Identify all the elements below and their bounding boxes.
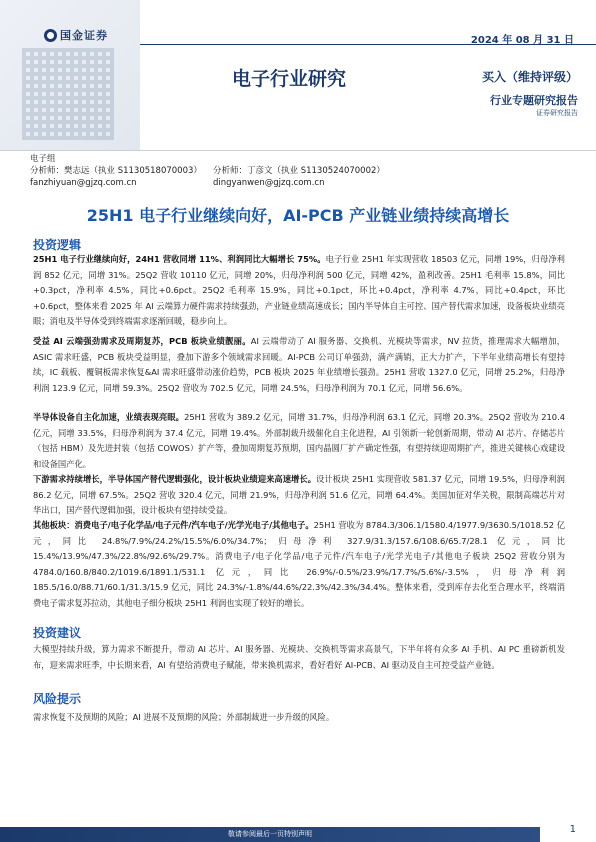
paragraph-other-sectors: [33, 518, 565, 611]
section-investment-advice: 投资建议: [33, 626, 82, 640]
paragraph-risk: 需求恢复不及预期的风险；AI 进展不及预期的风险；外部制裁进一步升级的风险。: [33, 712, 335, 722]
rating-label: 买入（维持评级）: [481, 70, 578, 84]
analyst-2: 分析师：丁彦文（执业 S1130524070002）: [213, 166, 385, 176]
header-divider: [0, 150, 596, 151]
paragraph-pcb: [33, 334, 565, 396]
footer: [0, 818, 596, 842]
analyst-1: 分析师：樊志远（执业 S1130518070003）: [30, 166, 202, 176]
section-investment-logic: 投资逻辑: [33, 238, 82, 252]
paragraph-ic-design-lead: 下游需求持续增长，半导体国产替代逻辑强化，设计板块业绩迎来高速增长。: [33, 474, 317, 484]
paragraph-other-sectors-lead: 其他板块：消费电子/电子化学品/电子元件/汽车电子/光学光电子/其他电子。: [33, 520, 314, 530]
paragraph-advice: 大模型持续升级，算力需求不断提升，带动 AI 芯片、AI 服务器、光模块、交换机等需求高景气，下半年将有众多 AI 手机、AI PC 重磅新机发布，迎来需求旺季，中长期来看，AI 有望给消费电子赋能，带来换机需求，看好看好 AI-PCB、AI 驱动及自主可控受益产业链。: [33, 644, 565, 670]
paragraph-overview: [33, 252, 565, 330]
qr-code-panel: [0, 0, 140, 150]
paragraph-other-sectors-body: 25H1 营收为 8784.3/306.1/1580.4/1977.9/3630.5/1018.52 亿元，同比 24.8%/7.9%/24.2%/15.5%/6.0%/34.7%；归母净利 327.9/31.3/157.6/108.6/65.7/28.1 亿元，同比 15.4%/13.9%/47.3%/22.8%/92.6%/29.7%。消费电子/电子化学品/电子元件/汽车电子/光学光电子/其他电子板块 25Q2 营收分别为 4784.0/160.8/840.2/1019.6/1891.1/531.1 亿元，同比 26.9%/-0.5%/23.9%/17.7%/5.6%/-3.5%，归母净利润 185.5/16.0/88.71/60.1/31.3/15.9 亿元，同比 24.3%/-1.8%/44.6%/22.3%/42.3%/34.4%。整体来看，受到库存去化至合理水平，终端消费电子需求复苏拉动，其他电子细分板块 25H1 利润也实现了较好的增长。: [33, 520, 565, 608]
rating-block: [418, 68, 578, 120]
report-header: [0, 0, 596, 150]
qr-code-image: [22, 48, 114, 140]
analyst-2-email[interactable]: dingyanwen@gjzq.com.cn: [213, 178, 325, 188]
paragraph-pcb-body: AI 云端带动了 AI 服务器、交换机、光模块等需求，NV 拉货，推理需求大幅增加，ASIC 需求旺盛，PCB 板块受益明显，叠加下游多个领域需求回暖。AI-PCB 公司订单强劲，满产满销，正大力扩产，下半年业绩高增长有望持续，IC 载板、覆铜板需求恢复&AI 需求旺盛带动涨价趋势，PCB 板块 2025 年业绩增长强劲。25H1 营收 1327.0 亿元，同增 25.2%，归母净利润 123.9 亿元，同增 59.3%。25Q2 营收为 702.5 亿元，同增 24.5%，归母净利润为 70.1 亿元，同增 56.6%。: [33, 336, 565, 393]
paragraph-overview-body: 电子行业 25H1 年实现营收 18503 亿元，同增 19%，归母净利润 852 亿元，同增 31%。25Q2 营收 10110 亿元，同增 20%，归母净利润 500 亿元，同增 42%，盈利改善。25H1 毛利率 15.8%，同比+0.3pct，净利率 4.5%，同比+0.6pct。25Q2 毛利率 15.9%，同比+0.1pct，环比+0.4pct，净利率 4.7%，同比+0.4pct，环比+0.6pct，整体来看 2025 年 AI 云端算力硬件需求持续强劲，产业链业绩高速成长；国内半导体自主可控、国产替代需求加速，设备板块业绩亮眼；消电及半导体受到终端需求逐渐回暖，稳步向上。: [33, 254, 565, 326]
group-name: 电子组: [30, 154, 56, 164]
page-number: 1: [569, 824, 576, 835]
main-title: 25H1 电子行业继续向好，AI-PCB 产业链业绩持续高增长: [86, 206, 510, 225]
report-sub-label: 证券研究报告: [536, 109, 578, 117]
paragraph-overview-lead: 25H1 电子行业继续向好，24H1 营收同增 11%、利润同比大幅增长 75%。: [33, 254, 326, 264]
report-title: 电子行业研究: [232, 68, 347, 90]
paragraph-ic-design-body: 设计板块 25H1 实现营收 581.37 亿元，同增 19.5%，归母净利润 86.2 亿元，同增 67.5%。25Q2 营收 320.4 亿元，同增 21.9%，归母净利润 51.6 亿元，同增 64.4%。美国加征对华关税，限制高端芯片对华出口，国产替代逻辑加强，设计板块有望持续受益。: [33, 474, 565, 515]
company-logo: [44, 27, 108, 43]
report-date: 2024 年 08 月 31 日: [470, 35, 574, 46]
paragraph-pcb-lead: 受益 AI 云端强劲需求及周期复苏，PCB 板块业绩靓丽。: [33, 336, 251, 346]
paragraph-semi-equipment-body: 25H1 营收为 389.2 亿元，同增 31.7%，归母净利润 63.1 亿元，同增 20.3%。25Q2 营收为 210.4 亿元，同增 33.5%，归母净利润为 37.4 亿元，同增 19.4%。外部制裁升级催化自主化进程，AI 引领新一轮创新周期，带动 AI 芯片、存储芯片（包括 HBM）及先进封装（包括 COWOS）扩产等，叠加周期复苏预期，国内晶圆厂扩产确定性强，有望持续迎周期扩产，推进关键核心戏建设和设备国产化。: [33, 412, 565, 469]
analyst-1-email[interactable]: fanzhiyuan@gjzq.com.cn: [30, 178, 137, 188]
analyst-info: [30, 153, 385, 189]
logo-text: 国金证券: [60, 29, 108, 42]
section-risk: 风险提示: [33, 692, 82, 706]
footer-disclaimer[interactable]: 敬请参阅最后一页特别声明: [228, 830, 312, 838]
logo-icon: [44, 29, 57, 42]
paragraph-ic-design: [33, 472, 565, 519]
paragraph-semi-equipment: [33, 410, 565, 472]
report-type: 行业专题研究报告: [490, 94, 578, 107]
paragraph-semi-equipment-lead: 半导体设备自主化加速，业绩表现亮眼。: [33, 412, 185, 422]
